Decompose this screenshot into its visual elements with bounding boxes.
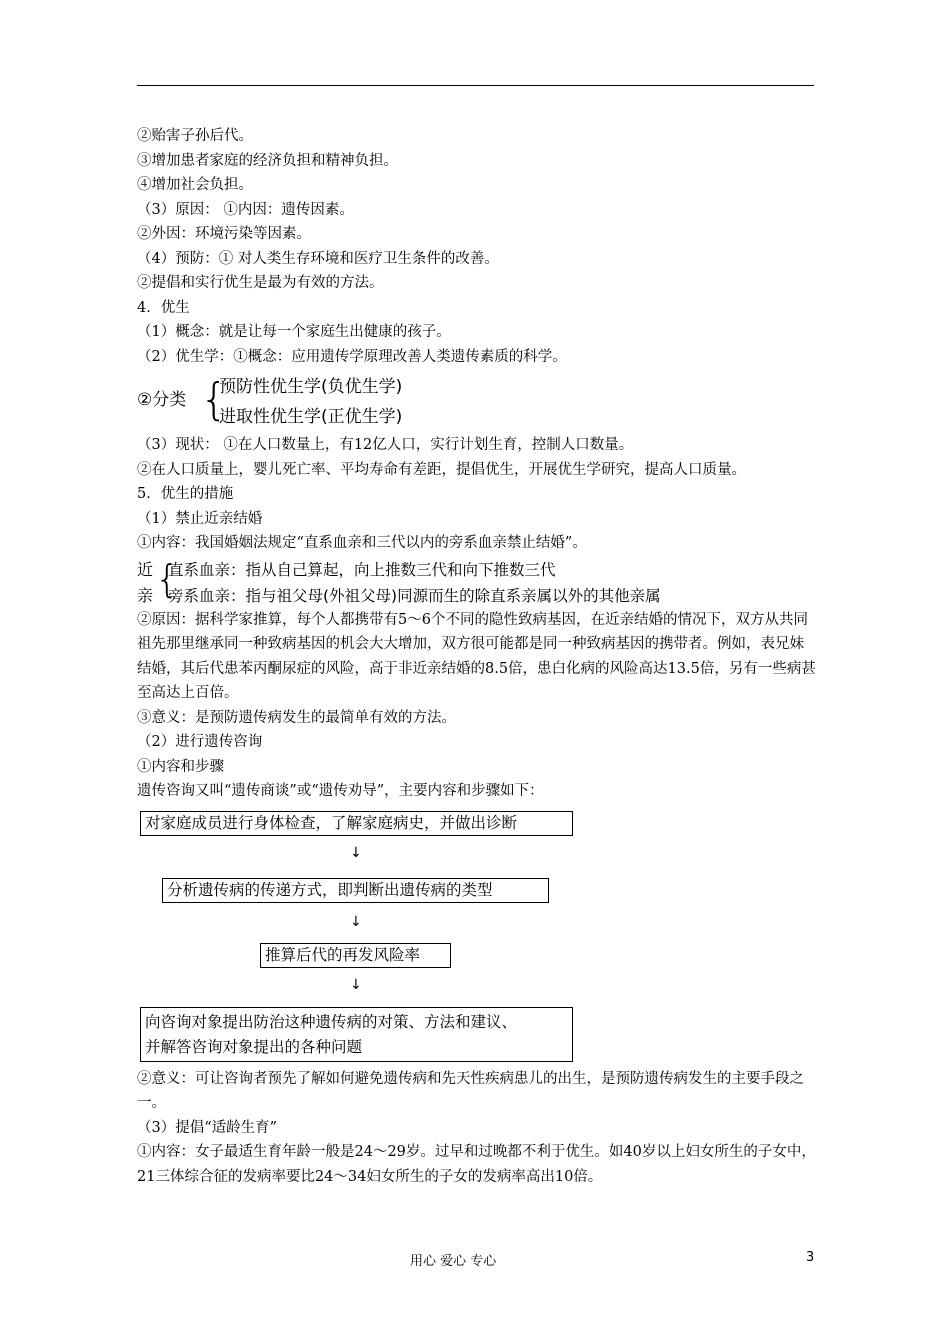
classification-lead: ②分类 bbox=[137, 390, 187, 410]
kinship-char: 亲 bbox=[137, 585, 154, 605]
flow-step-box bbox=[162, 878, 549, 903]
text-line: ③意义：是预防遗传病发生的最简单有效的方法。 bbox=[137, 709, 456, 726]
kinship-block bbox=[137, 556, 817, 608]
flow-step-text: 对家庭成员进行身体检查，了解家庭病史，并做出诊断 bbox=[145, 813, 518, 832]
text-line: （2）进行遗传咨询 bbox=[137, 734, 263, 750]
brace-icon: { bbox=[155, 556, 180, 601]
arrow-down-icon: ↓ bbox=[350, 976, 362, 993]
age-paragraph: ①内容：女子最适生育年龄一般是24～29岁。过早和过晚都不利于优生。如40岁以上妇女所生的子女中，21三体综合征的发病率要比24～34妇女所生的子女的发病率高出10倍。 bbox=[137, 1144, 816, 1185]
flow-step-text: 分析遗传病的传递方式，即判断出遗传病的类型 bbox=[167, 880, 493, 899]
section-heading: 5．优生的措施 bbox=[137, 486, 234, 502]
text-line: （1）概念：就是让每一个家庭生出健康的孩子。 bbox=[137, 324, 451, 340]
classification-block bbox=[137, 371, 817, 433]
text-line: （3）提倡“适龄生育” bbox=[137, 1119, 278, 1136]
arrow-down-icon: ↓ bbox=[350, 844, 362, 861]
text-line: ②外因：环境污染等因素。 bbox=[137, 226, 311, 242]
text-line: （3）原因： ①内因：遗传因素。 bbox=[137, 201, 354, 218]
text-line: （2）优生学：①概念：应用遗传学原理改善人类遗传素质的科学。 bbox=[137, 348, 567, 365]
classification-item: 预防性优生学(负优生学) bbox=[219, 377, 403, 397]
page-content bbox=[137, 124, 817, 1189]
flow-step-box bbox=[140, 811, 573, 836]
text-line: ④增加社会负担。 bbox=[137, 177, 253, 193]
brace-icon: { bbox=[200, 374, 228, 425]
flow-step-text: 推算后代的再发风险率 bbox=[265, 945, 421, 964]
kinship-char: 近 bbox=[137, 559, 154, 579]
kinship-item: 旁系血亲：指与祖父母(外祖父母)同源而生的除直系亲属以外的其他亲属 bbox=[168, 586, 661, 605]
section-heading: 4．优生 bbox=[137, 299, 190, 316]
page-footer bbox=[0, 1250, 950, 1270]
meaning-paragraph: ②意义：可让咨询者预先了解如何避免遗传病和先天性疾病患儿的出生，是预防遗传病发生的主要手段之一。 bbox=[137, 1070, 804, 1111]
text-line: ③增加患者家庭的经济负担和精神负担。 bbox=[137, 152, 398, 169]
flow-step-text: 并解答咨询对象提出的各种问题 bbox=[145, 1037, 363, 1056]
classification-item: 进取性优生学(正优生学) bbox=[219, 407, 403, 427]
text-line: ②在人口质量上，婴儿死亡率、平均寿命有差距，提倡优生，开展优生学研究，提高人口质量。 bbox=[137, 461, 746, 478]
text-line: ①内容：我国婚姻法规定“直系血亲和三代以内的旁系血亲禁止结婚”。 bbox=[137, 535, 587, 551]
text-line: （4）预防：① 对人类生存环境和医疗卫生条件的改善。 bbox=[137, 250, 499, 267]
text-line: （3）现状： ①在人口数量上，有12亿人口，实行计划生育，控制人口数量。 bbox=[137, 437, 634, 453]
header-rule bbox=[137, 85, 814, 86]
flow-step-box bbox=[140, 1007, 573, 1062]
text-line: ②提倡和实行优生是最为有效的方法。 bbox=[137, 275, 384, 291]
text-line: （1）禁止近亲结婚 bbox=[137, 510, 263, 527]
reason-paragraph: ②原因：据科学家推算，每个人都携带有5～6个不同的隐性致病基因，在近亲结婚的情况下，双方从共同祖先那里继承同一种致病基因的机会大大增加，双方很可能都是同一种致病基因的携带者。例如，表兄妹结婚，其后代患苯丙酮尿症的风险，高于非近亲结婚的8.5倍，患白化病的风险高达13.5倍，另有一些病甚至高达上百倍。 bbox=[137, 611, 816, 701]
arrow-down-icon: ↓ bbox=[350, 913, 362, 930]
kinship-item: 直系血亲：指从自己算起，向上推数三代和向下推数三代 bbox=[168, 560, 556, 579]
footer-motto: 用心 爱心 专心 bbox=[410, 1254, 497, 1269]
flow-step-text: 向咨询对象提出防治这种遗传病的对策、方法和建议、 bbox=[145, 1012, 518, 1031]
consultation-flowchart bbox=[137, 809, 817, 1067]
flow-step-box bbox=[260, 943, 451, 968]
text-line: ②贻害子孙后代。 bbox=[137, 128, 253, 144]
text-line: ①内容和步骤 bbox=[137, 758, 224, 775]
page-number: 3 bbox=[806, 1250, 815, 1265]
text-line: 遗传咨询又叫“遗传商谈”或“遗传劝导”，主要内容和步骤如下： bbox=[137, 783, 544, 799]
